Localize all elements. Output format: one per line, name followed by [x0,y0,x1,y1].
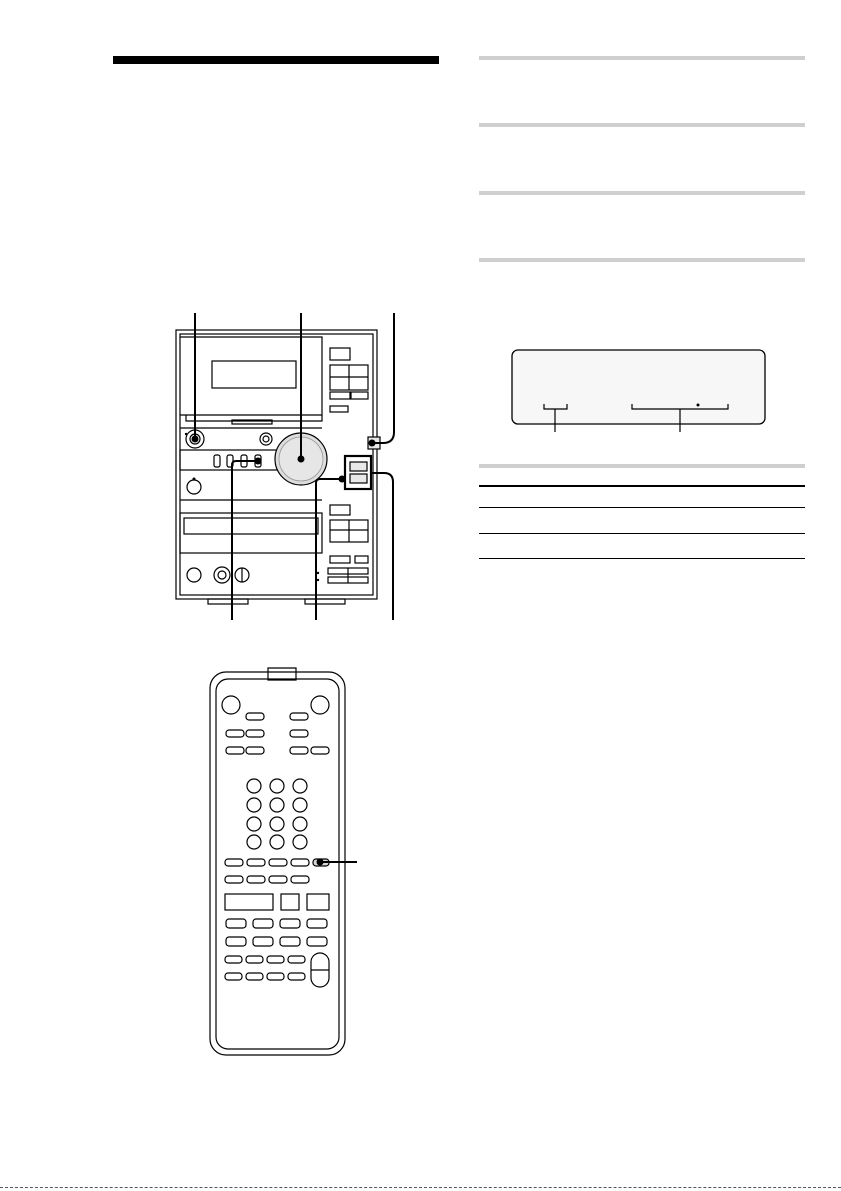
page-cut-line [0,1187,841,1188]
